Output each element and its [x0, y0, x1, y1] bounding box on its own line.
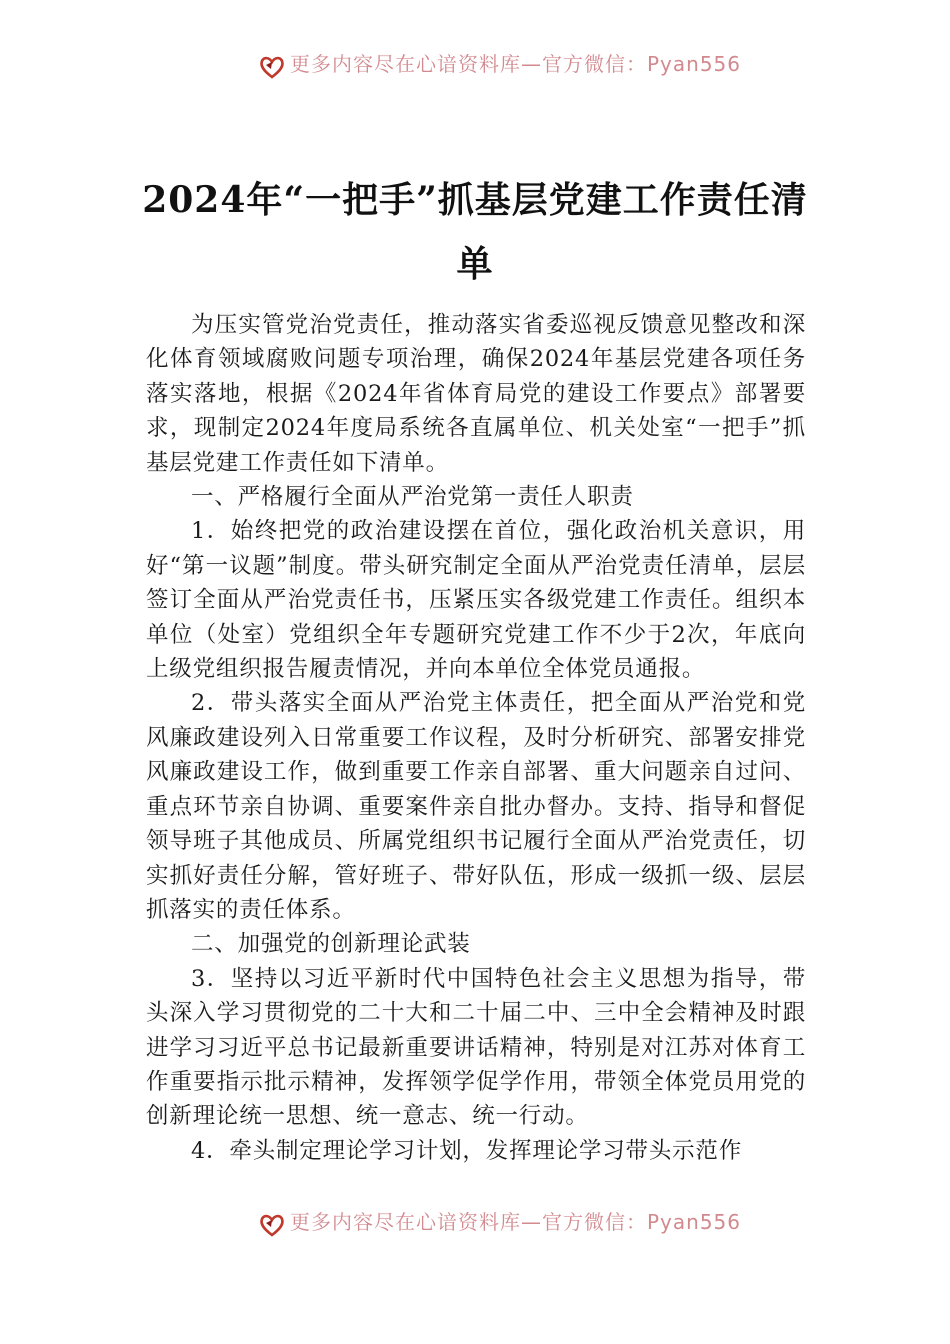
- paragraph-item-4: 4．牵头制定理论学习计划，发挥理论学习带头示范作: [191, 1137, 743, 1164]
- intro-paragraph: 为压实管党治党责任，推动落实省委巡视反馈意见整改和深化体育领域腐败问题专项治理，确保2024年基层党建各项任务落实落地，根据《2024年省体育局党的建设工作要点》部署要求，现制定2024年度局系统各直属单位、机关处室“一把手”抓基层党建工作责任如下清单。: [146, 312, 806, 476]
- document-body: [146, 308, 806, 1168]
- section-heading-1: 一、严格履行全面从严治党第一责任人职责: [191, 484, 634, 511]
- paragraph-item-2: 2．带头落实全面从严治党主体责任，把全面从严治党和党风廉政建设列入日常重要工作议程，及时分析研究、部署安排党风廉政建设工作，做到重要工作亲自部署、重大问题亲自过问、重点环节亲自协调、重要案件亲自批办督办。支持、指导和督促领导班子其他成员、所属党组织书记履行全面从严治党责任，切实抓好责任分解，管好班子、带好队伍，形成一级抓一级、层层抓落实的责任体系。: [146, 690, 806, 923]
- watermark-text: 更多内容尽在心谙资料库—官方微信：Pyan556: [290, 1210, 742, 1234]
- paragraph-item-3: 3．坚持以习近平新时代中国特色社会主义思想为指导，带头深入学习贯彻党的二十大和二十届二中、三中全会精神及时跟进学习习近平总书记最新重要讲话精神，特别是对江苏对体育工作重要指示批示精神，发挥领学促学作用，带领全体党员用党的创新理论统一思想、统一意志、统一行动。: [146, 965, 806, 1130]
- heart-logo-icon: [258, 1211, 286, 1239]
- heart-logo-icon: [258, 53, 286, 81]
- watermark-text: 更多内容尽在心谙资料库—官方微信：Pyan556: [290, 52, 742, 76]
- watermark-top: [0, 52, 950, 84]
- watermark-bottom: [0, 1210, 950, 1242]
- document-title-line-2: 单: [456, 243, 494, 285]
- document-title-line-1: 2024年“一把手”抓基层党建工作责任清: [142, 179, 808, 221]
- section-heading-2: 二、加强党的创新理论武装: [191, 931, 471, 958]
- paragraph-item-1: 1．始终把党的政治建设摆在首位，强化政治机关意识，用好“第一议题”制度。带头研究制定全面从严治党责任清单，层层签订全面从严治党责任书，压紧压实各级党建工作责任。组织本单位（处室）党组织全年专题研究党建工作不少于2次，年底向上级党组织报告履责情况，并向本单位全体党员通报。: [146, 518, 806, 683]
